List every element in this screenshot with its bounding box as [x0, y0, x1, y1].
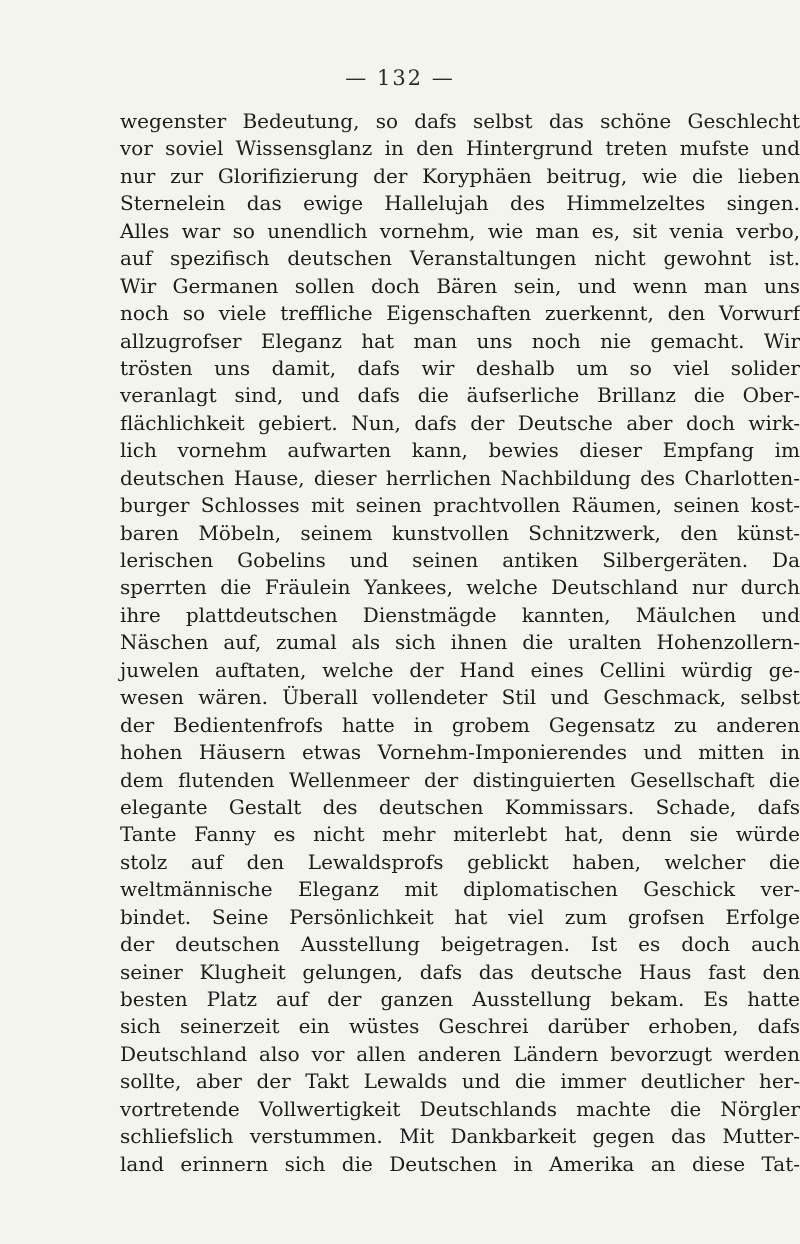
text-line: land erinnern sich die Deutschen in Amerika an diese Tat-	[120, 1151, 800, 1176]
text-line: juwelen auftaten, welche der Hand eines Cellini würdig ge-	[120, 657, 800, 682]
text-line: sperrten die Fräulein Yankees, welche Deutschland nur durch	[120, 575, 800, 600]
text-line: sollte, aber der Takt Lewalds und die immer deutlicher her-	[120, 1069, 800, 1094]
text-line: lerischen Gobelins und seinen antiken Silbergeräten. Da	[120, 548, 800, 572]
text-line: ihre plattdeutschen Dienstmägde kannten, Mäulchen und	[120, 602, 800, 627]
text-line: Alles war so unendlich vornehm, wie man es, sit venia verbo,	[120, 218, 800, 243]
text-line: baren Möbeln, seinem kunstvollen Schnitzwerk, den künst-	[120, 520, 800, 545]
text-line: elegante Gestalt des deutschen Kommissars. Schade, dafs	[120, 794, 800, 819]
text-line: auf spezifisch deutschen Veranstaltungen nicht gewohnt ist.	[120, 246, 800, 271]
text-line: deutschen Hause, dieser herrlichen Nachbildung des Charlotten-	[120, 465, 800, 490]
text-line: Wir Germanen sollen doch Bären sein, und wenn man uns	[120, 273, 800, 298]
text-line: stolz auf den Lewaldsprofs geblickt haben, welcher die	[120, 849, 800, 874]
text-line: vor soviel Wissensglanz in den Hintergrund treten mufste und	[120, 136, 800, 161]
text-line: burger Schlosses mit seinen prachtvollen Räumen, seinen kost-	[120, 493, 800, 518]
text-line: Deutschland also vor allen anderen Ländern bevorzugt werden	[120, 1041, 800, 1066]
text-line: schliefslich verstummen. Mit Dankbarkeit gegen das Mutter-	[120, 1124, 800, 1149]
text-line: lich vornehm aufwarten kann, bewies dieser Empfang im	[120, 438, 800, 463]
text-line: nur zur Glorifizierung der Koryphäen beitrug, wie die lieben	[120, 163, 800, 188]
body-text	[120, 108, 800, 1178]
text-line: bindet. Seine Persönlichkeit hat viel zum grofsen Erfolge	[120, 904, 800, 929]
text-line: dem flutenden Wellenmeer der distinguierten Gesellschaft die	[120, 767, 800, 792]
text-line: seiner Klugheit gelungen, dafs das deutsche Haus fast den	[120, 959, 800, 984]
text-line: trösten uns damit, dafs wir deshalb um so viel solider	[120, 355, 800, 380]
text-line: wegenster Bedeutung, so dafs selbst das schöne Geschlecht	[120, 109, 800, 133]
text-line: veranlagt sind, und dafs die äufserliche Brillanz die Ober-	[120, 383, 800, 408]
text-line: sich seinerzeit ein wüstes Geschrei darüber erhoben, dafs	[120, 1014, 800, 1039]
text-line: der Bedientenfrofs hatte in grobem Gegensatz zu anderen	[120, 712, 800, 737]
text-line: Sternelein das ewige Hallelujah des Himmelzeltes singen.	[120, 191, 800, 216]
text-line: Näschen auf, zumal als sich ihnen die uralten Hohenzollern-	[120, 630, 800, 655]
text-line: vortretende Vollwertigkeit Deutschlands machte die Nörgler	[120, 1096, 800, 1121]
text-line: besten Platz auf der ganzen Ausstellung bekam. Es hatte	[120, 987, 800, 1011]
text-line: allzugrofser Eleganz hat man uns noch nie gemacht. Wir	[120, 328, 800, 353]
text-line: hohen Häusern etwas Vornehm-Imponierendes und mitten in	[120, 740, 800, 765]
page-number: — 132 —	[345, 66, 455, 90]
text-line: der deutschen Ausstellung beigetragen. Ist es doch auch	[120, 932, 800, 957]
text-line: weltmännische Eleganz mit diplomatischen Geschick ver-	[120, 877, 800, 902]
text-line: Tante Fanny es nicht mehr miterlebt hat, denn sie würde	[120, 822, 800, 847]
text-line: noch so viele treffliche Eigenschaften zuerkennt, den Vorwurf	[120, 301, 800, 326]
text-line: flächlichkeit gebiert. Nun, dafs der Deutsche aber doch wirk-	[120, 410, 800, 435]
text-line: wesen wären. Überall vollendeter Stil und Geschmack, selbst	[120, 685, 800, 710]
